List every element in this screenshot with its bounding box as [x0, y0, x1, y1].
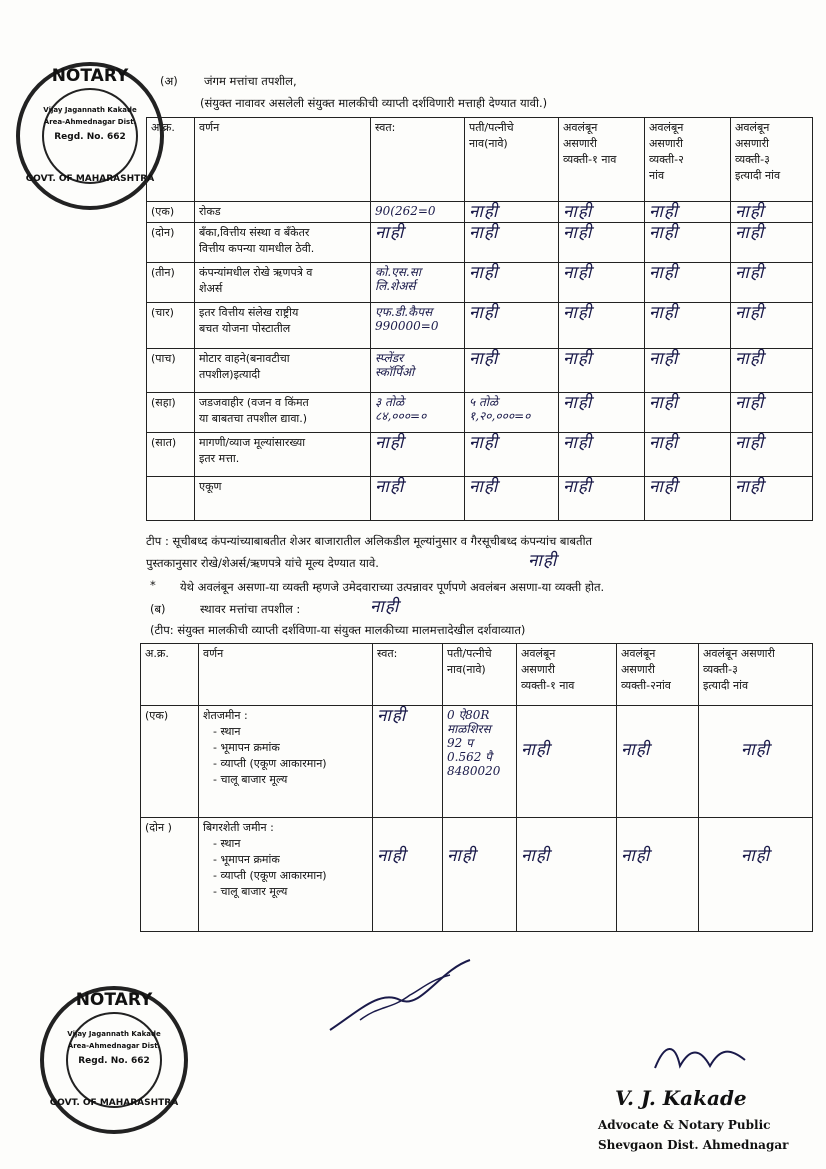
- stamp-bottom-text: GOVT. OF MAHARASHTRA: [25, 174, 155, 184]
- stamp-name: Vijay Jagannath Kakade: [43, 106, 137, 114]
- notary-signature: [650, 1038, 760, 1078]
- table-header-row: अ.क्र. वर्णन स्वत: पती/पत्नीचे नाव(नावे) अवलंबून असणारी व्यक्ती-१ नाव अवलंबून असणारी व्यक्ती-२नांव अवलंबून असणारी व्यक्ती-३ इत्यादी नांव: [141, 644, 813, 706]
- note-line-3: येथे अवलंबून असणा-या व्यक्ती म्हणजे उमेदवाराच्या उत्पन्नावर पूर्णपणे अवलंबन असणा-या व्यक्ती होत.: [180, 580, 605, 594]
- col-self: स्वत:: [371, 118, 465, 202]
- table-total-row: एकूण नाही नाही नाही नाही नाही: [147, 477, 813, 521]
- stamp-title: NOTARY: [51, 66, 129, 86]
- section-a-marker: (अ): [160, 74, 178, 88]
- table-row: (पाच) मोटार वाहने(बनावटीचा तपशील)इत्यादी स्प्लेंडर स्कॉर्पिओ नाही नाही नाही नाही: [147, 349, 813, 393]
- note-line-1: टीप : सूचीबध्द कंपन्यांच्याबाबतीत शेअर बाजारातील अलिकडील मूल्यांनुसार व गैरसूचीबध्द कंपन्यांच बाबतीत: [146, 534, 593, 548]
- notary-location: Shevgaon Dist. Ahmednagar: [598, 1138, 789, 1152]
- table-row: (सात) मागणी/व्याज मूल्यांसारख्या इतर मत्ता. नाही नाही नाही नाही नाही: [147, 433, 813, 477]
- col-dep1: अवलंबून असणारी व्यक्ती-१ नाव: [559, 118, 645, 202]
- col-desc: वर्णन: [195, 118, 371, 202]
- section-b-subtitle: (टीप: संयुक्त मालकीची व्याप्ती दर्शविणा-या संयुक्त मालकीच्या मालमत्तादेखील दर्शवाव्यात): [150, 623, 526, 637]
- section-b-title: स्थावर मत्तांचा तपशील :: [200, 602, 301, 616]
- stamp-area: Area-Ahmednagar Dist.: [43, 118, 137, 126]
- table-header-row: [147, 118, 813, 202]
- note-star: *: [150, 578, 156, 592]
- col-dep2: अवलंबून असणारी व्यक्ती-२ नांव: [645, 118, 731, 202]
- notary-name: V. J. Kakade: [615, 1086, 747, 1110]
- table-row: (एक) रोकड 90(262=0 नाही नाही नाही नाही: [147, 202, 813, 223]
- col-sr: अ.क्र.: [147, 118, 195, 202]
- table-row: (चार) इतर वित्तीय संलेख राष्ट्रीय बचत योजना पोस्टातील एफ.डी.कैपस 990000=0 नाही नाही नाही नाही: [147, 303, 813, 349]
- table-row: (तीन) कंपन्यांमधील रोखे ऋणपत्रे व शेअर्स को.एस.सा लि.शेअर्स नाही नाही नाही नाही: [147, 263, 813, 303]
- section-a-subtitle: (संयुक्त नावावर असलेली संयुक्त मालकीची व्याप्ती दर्शविणारी मत्ताही देण्यात यावी.): [200, 96, 548, 110]
- notary-designation: Advocate & Notary Public: [598, 1118, 771, 1132]
- col-dep3: अवलंबून असणारी व्यक्ती-३ इत्यादी नांव: [731, 118, 813, 202]
- stamp-regd: Regd. No. 662: [54, 132, 126, 142]
- table-row: (सहा) जडजवाहीर (वजन व किंमत या बाबतचा तपशील द्यावा.) ३ तोळे ८४,०००=० ५ तोळे १,२०,०००=० नाही नाही नाही: [147, 393, 813, 433]
- section-b-marker: (ब): [150, 602, 166, 616]
- immovable-assets-table: [140, 643, 813, 932]
- section-a-title: जंगम मत्तांचा तपशील,: [204, 74, 297, 88]
- col-spouse: पती/पत्नीचे नाव(नावे): [465, 118, 559, 202]
- notary-stamp-bottom: NOTARY Vijay Jagannath Kakade Area-Ahmednagar Dist. Regd. No. 662 GOVT. OF MAHARASHTRA: [40, 986, 188, 1134]
- candidate-signature: [320, 950, 490, 1040]
- table-row: (एक) शेतजमीन : - स्थान - भूमापन क्रमांक - व्याप्ती (एकूण आकारमान) - चालू बाजार मूल्य नाही 0 ऐ80R माळशिरस 92 प 0.562 पै 8480020 नाही नाही नाही: [141, 706, 813, 818]
- section-b-title-hw: नाही: [370, 597, 400, 617]
- movable-assets-table: [146, 117, 813, 521]
- table-row: (दोन) बँका,वित्तीय संस्था व बँकेतर वित्तीय कपन्या यामधील ठेवी. नाही नाही नाही नाही नाही: [147, 223, 813, 263]
- table-row: (दोन ) बिगरशेती जमीन : - स्थान - भूमापन क्रमांक - व्याप्ती (एकूण आकारमान) - चालू बाजार मूल्य नाही नाही नाही नाही नाही: [141, 818, 813, 932]
- note-line-2: पुस्तकानुसार रोखे/शेअर्स/ऋणपत्रे यांचे मूल्य देण्यात यावे.: [146, 556, 379, 570]
- note-line-2-hw: नाही: [528, 551, 558, 571]
- notary-stamp-top: [16, 62, 164, 210]
